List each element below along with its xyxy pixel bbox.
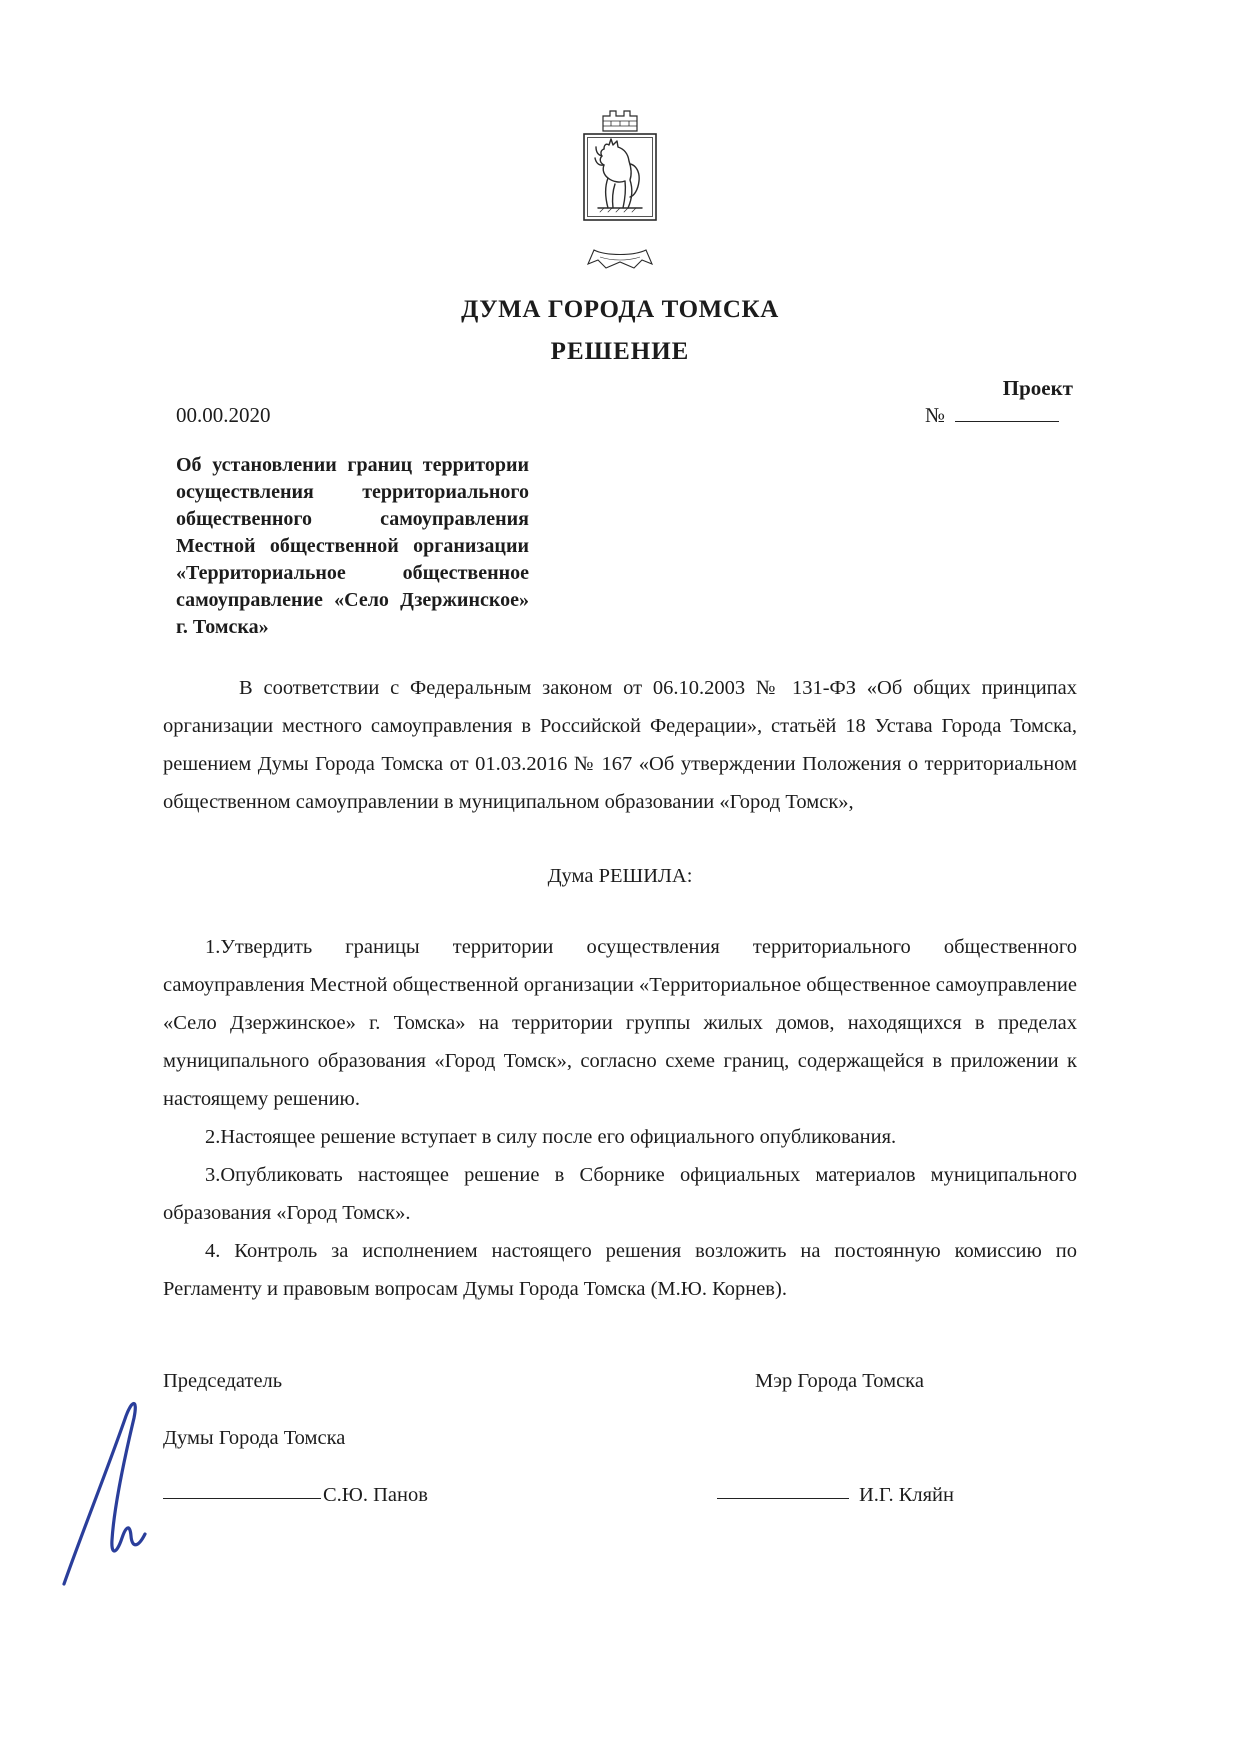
- resolution-item-4: 4. Контроль за исполнением настоящего решения возложить на постоянную комиссию по Регламенту и правовым вопросам Думы Города Томска (М.Ю. Корнев).: [163, 1240, 1077, 1300]
- signature-right-line: [717, 1484, 849, 1499]
- doc-type-title: РЕШЕНИЕ: [550, 338, 690, 365]
- number-blank-line: [955, 407, 1059, 422]
- resolution-item-2: 2.Настоящее решение вступает в силу после его официального опубликования.: [205, 1126, 897, 1148]
- signature-left-name-row: [163, 1484, 428, 1541]
- document-date: 00.00.2020: [176, 403, 271, 427]
- signature-left-line: [163, 1484, 321, 1499]
- signature-left-title-1: Председатель: [163, 1370, 283, 1392]
- signature-right-name-row: [717, 1484, 1077, 1541]
- signature-right: [717, 1370, 1077, 1541]
- signature-right-name: И.Г. Кляйн: [859, 1484, 954, 1506]
- resolved-heading: Дума РЕШИЛА:: [547, 865, 693, 887]
- signature-left-name: С.Ю. Панов: [323, 1484, 428, 1506]
- project-label: Проект: [1002, 376, 1073, 400]
- resolution-item-3: 3.Опубликовать настоящее решение в Сборнике официальных материалов муниципального образования «Город Томск».: [163, 1164, 1077, 1224]
- tomsk-coat-of-arms-icon: [570, 104, 670, 272]
- document-number: [925, 403, 1077, 428]
- org-title: ДУМА ГОРОДА ТОМСКА: [461, 296, 779, 323]
- signature-left-title-2: Думы Города Томска: [163, 1427, 346, 1449]
- signature-right-spacer: [717, 1427, 1077, 1484]
- signature-block: [163, 1370, 1077, 1541]
- resolution-item-1: 1.Утвердить границы территории осуществления территориального общественного самоуправления Местной общественной организации «Территориальное общественное самоуправление «Село Дзержинское» г. Томска» на территории группы жилых домов, находящихся в пределах муниципального образования «Город Томск», согласно схеме границ, содержащейся в приложении к настоящему решению.: [163, 936, 1077, 1110]
- number-label: №: [924, 403, 945, 427]
- document-subject: Об установлении границ территории осуществления территориального общественного самоуправления Местной общественной организации «Территориальное общественное самоуправление «Село Дзержинское» г. Томска»: [176, 454, 529, 638]
- signature-right-title: Мэр Города Томска: [755, 1370, 924, 1392]
- signature-left: [163, 1370, 428, 1541]
- preamble-paragraph: В соответствии с Федеральным законом от 06.10.2003 № 131-ФЗ «Об общих принципах организации местного самоуправления в Российской Федерации», статьёй 18 Устава Города Томска, решением Думы Города Томска от 01.03.2016 № 167 «Об утверждении Положения о территориальном общественном самоуправлении в муниципальном образовании «Город Томск»,: [163, 677, 1077, 813]
- meta-row: [163, 403, 1077, 428]
